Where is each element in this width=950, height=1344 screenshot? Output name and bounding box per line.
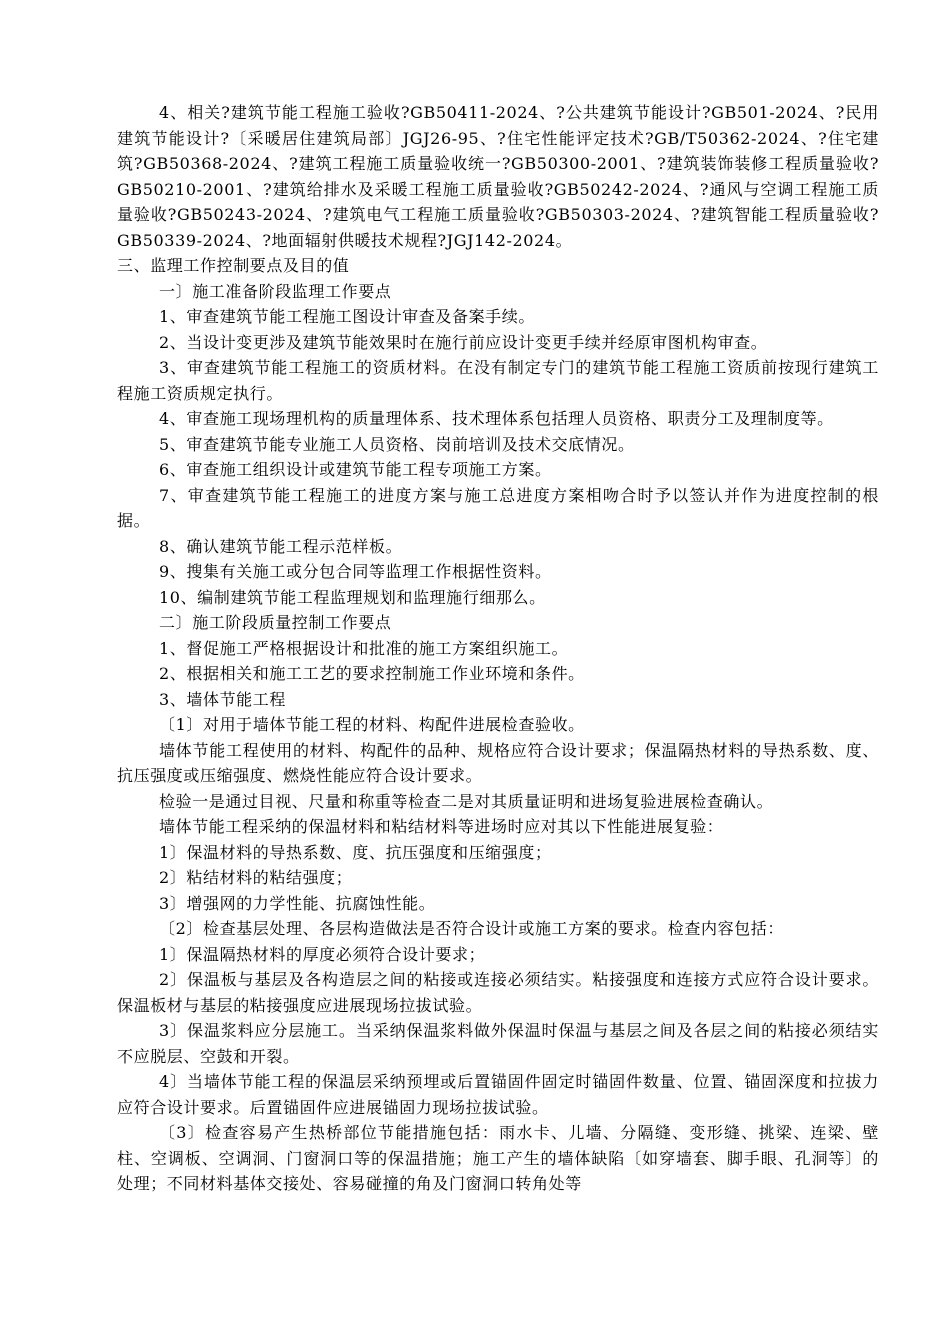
paragraph-item: 3〕保温浆料应分层施工。当采纳保温浆料做外保温时保温与基层之间及各层之间的粘接必须结实不应脱层、空鼓和开裂。 xyxy=(117,1021,879,1066)
paragraph-item: 墙体节能工程使用的材料、构配件的品种、规格应符合设计要求；保温隔热材料的导热系数、度、抗压强度或压缩强度、燃烧性能应符合设计要求。 xyxy=(117,740,879,785)
paragraph-item: 2、根据相关和施工工艺的要求控制施工作业环境和条件。 xyxy=(159,664,585,683)
paragraph-item: 〔3〕检查容易产生热桥部位节能措施包括：雨水卡、儿墙、分隔缝、变形缝、挑梁、连梁、壁柱、空调板、空调洞、门窗洞口等的保温措施；施工产生的墙体缺陷〔如穿墙套、脚手眼、孔洞等〕的处理；不同材料基体交接处、容易碰撞的角及门窗洞口转角处等 xyxy=(117,1123,879,1193)
paragraph-item: 2、当设计变更涉及建筑节能效果时在施行前应设计变更手续并经原审图机构审查。 xyxy=(159,332,768,352)
paragraph-item: 10、编制建筑节能工程监理规划和监理施行细那么。 xyxy=(159,587,546,607)
paragraph-item: 〔1〕对用于墙体节能工程的材料、构配件进展检查验收。 xyxy=(159,715,585,734)
paragraph-item: 3、墙体节能工程 xyxy=(159,689,286,709)
paragraph-item: 2〕保温板与基层及各构造层之间的粘接或连接必须结实。粘接强度和连接方式应符合设计要求。保温板材与基层的粘接强度应进展现场拉拔试验。 xyxy=(117,970,879,1015)
paragraph-item: 墙体节能工程采纳的保温材料和粘结材料等进场时应对其以下性能进展复验： xyxy=(159,817,724,836)
section-heading-3: 三、监理工作控制要点及目的值 xyxy=(117,256,350,275)
paragraph-standards-list: 4、相关?建筑节能工程施工验收?GB50411-2024、?公共建筑节能设计?GB501-2024、?民用建筑节能设计?〔采暖居住建筑局部〕JGJ26-95、?住宅性能评定技术?GB/T50362-2024、?住宅建筑?GB50368-2024、?建筑工程施工质量验收统一?GB50300-2001、?建筑装饰装修工程质量验收?GB50210-2001、?建筑给排水及采暖工程施工质量验收?GB50242-2024、?通风与空调工程施工质量验收?GB50243-2024、?建筑电气工程施工质量验收?GB50303-2024、?建筑智能工程质量验收?GB50339-2024、?地面辐射供暖技术规程?JGJ142-2024。 xyxy=(117,103,879,250)
paragraph-item: 3〕增强网的力学性能、抗腐蚀性能。 xyxy=(159,893,436,913)
paragraph-item: 1、审查建筑节能工程施工图设计审查及备案手续。 xyxy=(159,307,535,326)
paragraph-item: 1〕保温隔热材料的厚度必须符合设计要求； xyxy=(159,944,486,964)
paragraph-item: 4〕当墙体节能工程的保温层采纳预埋或后置锚固件固定时锚固件数量、位置、锚固深度和拉拔力应符合设计要求。后置锚固件应进展锚固力现场拉拔试验。 xyxy=(117,1072,879,1117)
paragraph-item: 3、审查建筑节能工程施工的资质材料。在没有制定专门的建筑节能工程施工资质前按现行建筑工程施工资质规定执行。 xyxy=(117,358,879,403)
paragraph-item: 5、审查建筑节能专业施工人员资格、岗前培训及技术交底情况。 xyxy=(159,434,635,454)
paragraph-item: 1〕保温材料的导热系数、度、抗压强度和压缩强度； xyxy=(159,842,552,862)
paragraph-item: 检验一是通过目视、尺量和称重等检查二是对其质量证明和进场复验进展检查确认。 xyxy=(159,791,774,811)
paragraph-item: 1、督促施工严格根据设计和批准的施工方案组织施工。 xyxy=(159,638,569,658)
document-body xyxy=(117,100,879,1197)
subsection-heading-construction: 二〕施工阶段质量控制工作要点 xyxy=(159,613,392,632)
paragraph-item: 7、审查建筑节能工程施工的进度方案与施工总进度方案相吻合时予以签认并作为进度控制的根据。 xyxy=(117,485,879,530)
paragraph-item: 4、审查施工现场理机构的质量理体系、技术理体系包括理人员资格、职责分工及理制度等。 xyxy=(159,409,834,428)
paragraph-item: 2〕粘结材料的粘结强度； xyxy=(159,868,353,887)
paragraph-item: 〔2〕检查基层处理、各层构造做法是否符合设计或施工方案的要求。检查内容包括： xyxy=(159,919,784,938)
subsection-heading-prep: 一〕施工准备阶段监理工作要点 xyxy=(159,281,392,301)
paragraph-item: 9、搜集有关施工或分包合同等监理工作根据性资料。 xyxy=(159,562,552,581)
paragraph-item: 6、审查施工组织设计或建筑节能工程专项施工方案。 xyxy=(159,460,552,479)
paragraph-item: 8、确认建筑节能工程示范样板。 xyxy=(159,536,403,556)
